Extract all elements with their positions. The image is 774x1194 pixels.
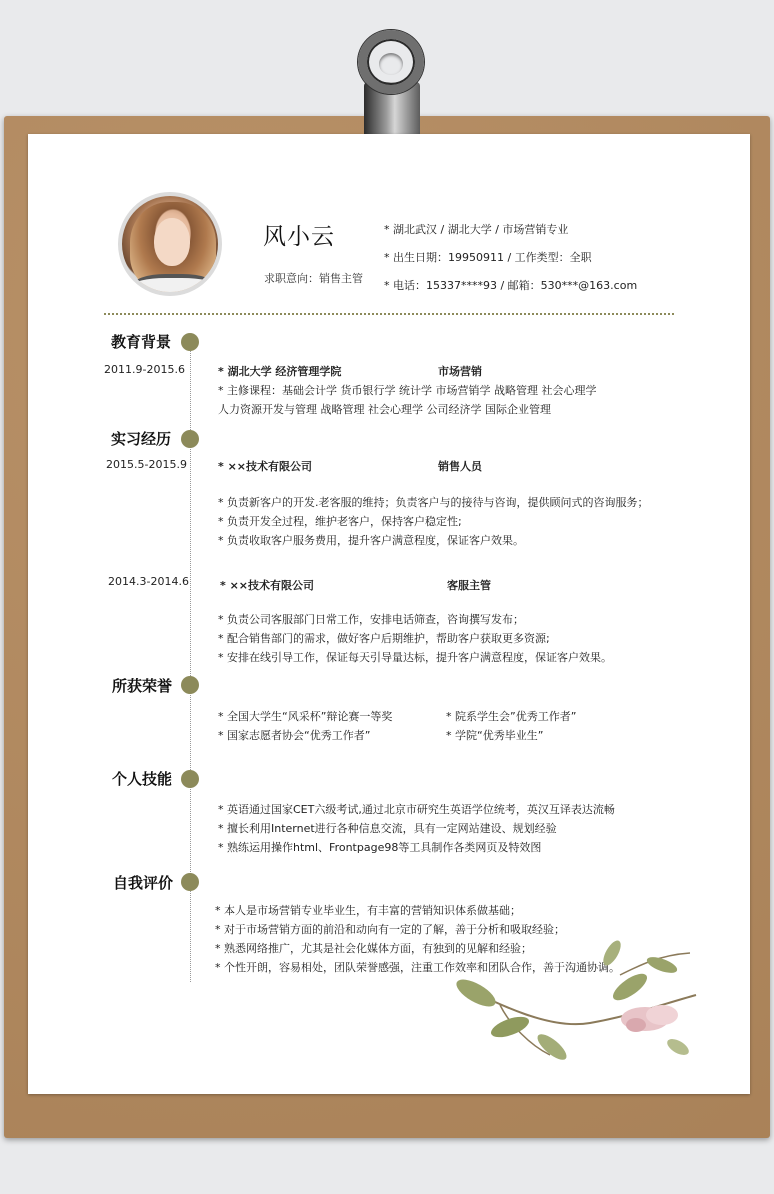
section-title-skills: 个人技能: [112, 770, 173, 788]
education-courses-cont: 人力资源开发与管理 战略管理 社会心理学 公司经济学 国际企业管理: [218, 403, 551, 416]
timeline-dot-icon: [181, 333, 199, 351]
honor-item: * 学院“优秀毕业生”: [446, 729, 544, 742]
honor-item: * 全国大学生“风采杯”辩论赛一等奖: [218, 710, 393, 723]
job-company: * ××技术有限公司: [220, 579, 315, 592]
info-birth: * 出生日期：19950911 / 工作类型：全职: [384, 251, 592, 264]
clip-ring-icon: [358, 30, 424, 94]
skill-item: * 熟练运用操作html、Frontpage98等工具制作各类网页及特效图: [218, 841, 542, 854]
job-date: 2015.5-2015.9: [106, 458, 187, 471]
job-duty: * 配合销售部门的需求，做好客户后期维护，帮助客户获取更多资源;: [218, 632, 550, 645]
timeline-dot-icon: [181, 770, 199, 788]
job-duty: * 负责公司客服部门日常工作，安排电话筛查，咨询撰写发布；: [218, 613, 524, 626]
section-title-self: 自我评价: [113, 874, 174, 892]
skill-item: * 擅长利用Internet进行各种信息交流，具有一定网站建设、规划经验: [218, 822, 557, 835]
flower-branch-icon: [440, 935, 698, 1065]
timeline-dot-icon: [181, 873, 199, 891]
job-duty: * 负责收取客户服务费用，提升客户满意程度，保证客户效果。: [218, 534, 524, 547]
job-duty: * 负责新客户的开发.老客服的维持；负责客户与的接待与咨询，提供顾问式的咨询服务；: [218, 496, 649, 509]
job-role: 销售人员: [438, 460, 482, 473]
section-title-honors: 所获荣誉: [112, 677, 173, 695]
skill-item: * 英语通过国家CET六级考试,通过北京市研究生英语学位统考，英汉互译表达流畅: [218, 803, 615, 816]
self-item: * 个性开朗，容易相处，团队荣誉感强，注重工作效率和团队合作，善于沟通协调。: [215, 961, 620, 974]
education-courses: * 主修课程：基础会计学 货币银行学 统计学 市场营销学 战略管理 社会心理学: [218, 384, 597, 397]
section-title-education: 教育背景: [111, 333, 172, 351]
section-title-experience: 实习经历: [111, 430, 172, 448]
job-duty: * 安排在线引导工作，保证每天引导量达标，提升客户满意程度，保证客户效果。: [218, 651, 612, 664]
honor-item: * 国家志愿者协会“优秀工作者”: [218, 729, 371, 742]
self-item: * 对于市场营销方面的前沿和动向有一定的了解，善于分析和吸取经验；: [215, 923, 565, 936]
avatar: [118, 192, 222, 296]
timeline-dot-icon: [181, 430, 199, 448]
education-date: 2011.9-2015.6: [104, 363, 185, 376]
job-intent: 求职意向：销售主管: [264, 272, 363, 285]
job-company: * ××技术有限公司: [218, 460, 313, 473]
self-item: * 本人是市场营销专业毕业生，有丰富的营销知识体系做基础；: [215, 904, 521, 917]
education-major: 市场营销: [438, 365, 482, 378]
job-date: 2014.3-2014.6: [108, 575, 189, 588]
job-duty: * 负责开发全过程，维护老客户，保持客户稳定性;: [218, 515, 462, 528]
header-divider: [104, 313, 674, 315]
info-contact: * 电话：15337****93 / 邮箱：530***@163.com: [384, 279, 638, 292]
job-role: 客服主管: [447, 579, 491, 592]
info-location: * 湖北武汉 / 湖北大学 / 市场营销专业: [384, 223, 569, 236]
self-item: * 熟悉网络推广，尤其是社会化媒体方面，有独到的见解和经验；: [215, 942, 532, 955]
candidate-name: 风小云: [263, 224, 335, 250]
honor-item: * 院系学生会”优秀工作者”: [446, 710, 577, 723]
education-school: * 湖北大学 经济管理学院: [218, 365, 342, 378]
timeline-dot-icon: [181, 676, 199, 694]
